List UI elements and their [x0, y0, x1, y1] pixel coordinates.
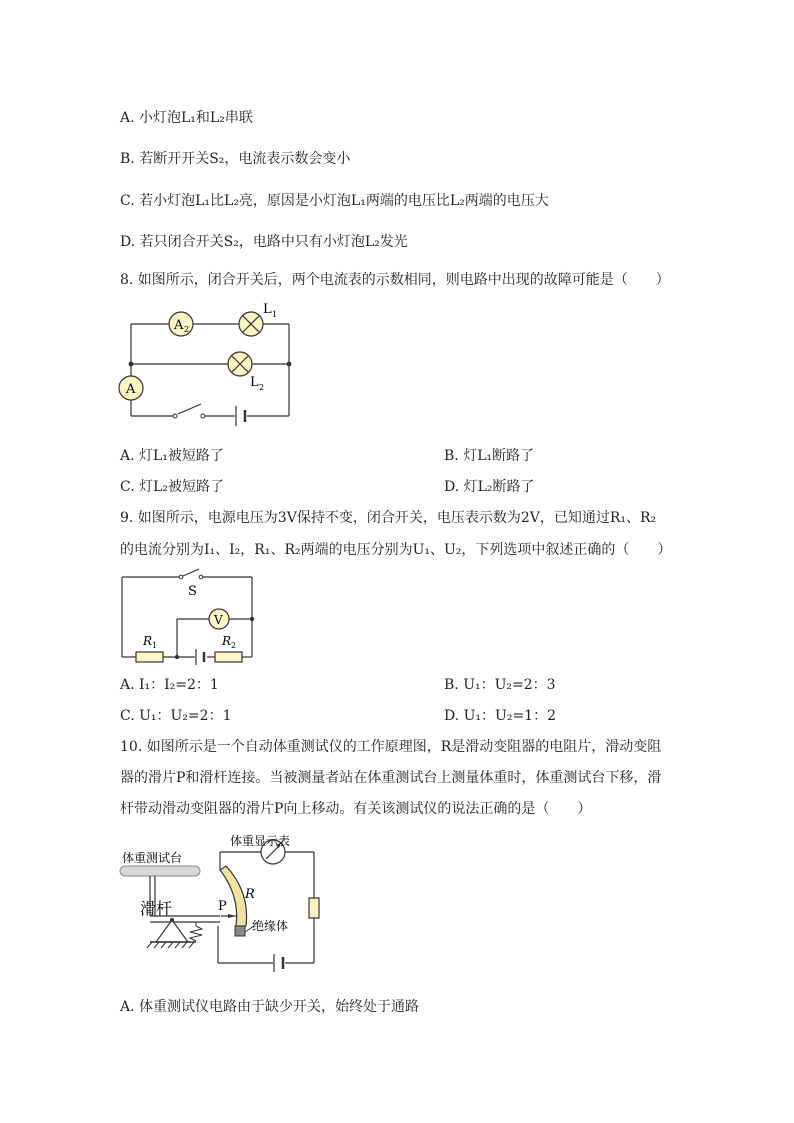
q10-option-a: A. 体重测试仪电路由于缺少开关，始终处于通路 [120, 999, 420, 1015]
q8-l2-label: L [250, 375, 259, 390]
q7-option-c: C. 若小灯泡L₁比L₂亮，原因是小灯泡L₁两端的电压比L₂两端的电压大 [120, 193, 549, 209]
q8-stem: 8. 如图所示，闭合开关后，两个电流表的示数相同，则电路中出现的故障可能是（ ） [120, 272, 670, 288]
svg-text:1: 1 [272, 310, 278, 319]
q8-option-d: D. 灯L₂断路了 [444, 479, 535, 495]
q9-option-d: D. U₁：U₂=1：2 [444, 708, 556, 724]
q9-option-c: C. U₁：U₂=2：1 [120, 708, 232, 724]
q10-rod-label: 滑杆 [140, 899, 173, 918]
q10-stem-line-3: 杆带动滑动变阻器的滑片P向上移动。有关该测试仪的说法正确的是（ ） [120, 801, 592, 817]
q9-stem-line-1: 9. 如图所示，电源电压为3V保持不变，闭合开关，电压表示数为2V，已知通过R₁、R₂ [120, 510, 657, 526]
resistor-r2-icon [215, 652, 242, 662]
q8-a-label: A [126, 382, 136, 397]
q8-a2-label: A [174, 318, 184, 333]
q9-switch-label: S [188, 584, 197, 599]
q10-slider-label: P [218, 899, 227, 914]
q10-stem-line-1: 10. 如图所示是一个自动体重测试仪的工作原理图，R是滑动变阻器的电阻片，滑动变阻 [120, 739, 662, 755]
q8-option-c: C. 灯L₂被短路了 [120, 479, 225, 495]
svg-text:2: 2 [259, 383, 265, 392]
q7-option-b: B. 若断开开关S₂，电流表示数会变小 [120, 151, 351, 167]
resistor-r1-icon [136, 652, 163, 662]
q7-option-d: D. 若只闭合开关S₂，电路中只有小灯泡L₂发光 [120, 234, 408, 250]
q8-l1-label: L [263, 302, 272, 317]
q9-r2-label: R [222, 634, 232, 648]
q10-r-label: R [245, 887, 255, 902]
q9-r1-label: R [143, 634, 153, 648]
q8-circuit-diagram [115, 298, 305, 426]
q10-stem-line-2: 器的滑片P和滑杆连接。当被测量者站在体重测试台上测量体重时，体重测试台下移，滑 [120, 770, 662, 786]
q9-circuit-diagram [115, 565, 260, 665]
fixed-resistor-icon [309, 898, 319, 918]
q10-platform-label: 体重测试台 [122, 851, 183, 865]
q9-v-label: V [214, 613, 223, 627]
q10-insulator-label: 绝缘体 [252, 919, 289, 933]
q9-option-b: B. U₁：U₂=2：3 [444, 677, 556, 693]
q8-option-a: A. 灯L₁被短路了 [120, 448, 224, 464]
svg-text:2: 2 [184, 325, 190, 334]
q7-option-a: A. 小灯泡L₁和L₂串联 [120, 110, 253, 126]
svg-text:2: 2 [231, 641, 237, 650]
q8-option-b: B. 灯L₁断路了 [444, 448, 535, 464]
q10-weight-tester-diagram [118, 830, 328, 980]
q9-option-a: A. I₁：I₂=2：1 [120, 677, 219, 693]
svg-text:1: 1 [152, 641, 158, 650]
q9-stem-line-2: 的电流分别为I₁、I₂，R₁、R₂两端的电压分别为U₁、U₂，下列选项中叙述正确的（ ） [120, 542, 672, 558]
q10-meter-label: 体重显示表 [230, 833, 291, 848]
